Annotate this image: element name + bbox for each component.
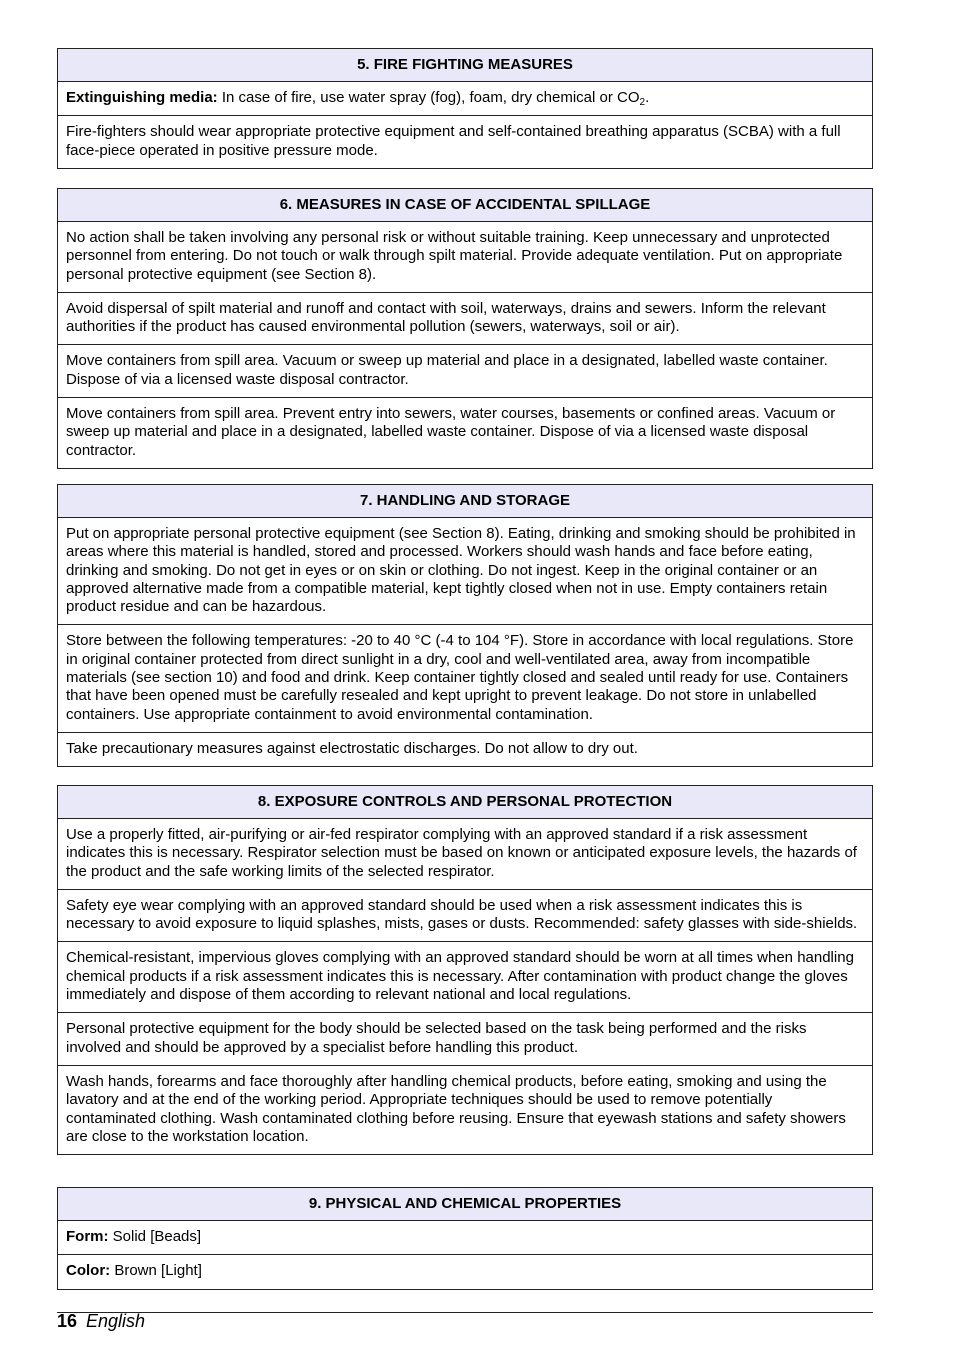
- extinguishing-media-end: .: [645, 89, 650, 106]
- exposure-paragraph-5: Wash hands, forearms and face thoroughly after handling chemical products, before eating, smoking and using the lavatory and at the end of the working period. Appropriate techniques should be used to remove potentially contaminated clothing. Wash contaminated clothing before reusing. Ensure that eyewash stations and safety showers are close to the workstation location.: [58, 1065, 872, 1154]
- color-label: Color:: [66, 1262, 111, 1280]
- extinguishing-media-label: Extinguishing media:: [66, 89, 218, 106]
- spillage-paragraph-4: Move containers from spill area. Prevent entry into sewers, water courses, basements or confined areas. Vacuum or sweep up material and place in a designated, labelled waste container. Dispose of via a licensed waste disposal contractor.: [58, 397, 872, 468]
- extinguishing-media-row: [58, 82, 872, 115]
- co2-subscript: 2: [639, 97, 646, 108]
- section-9-title: 9. PHYSICAL AND CHEMICAL PROPERTIES: [58, 1188, 872, 1221]
- section-7-title: 7. HANDLING AND STORAGE: [58, 485, 872, 518]
- color-value: Brown [Light]: [114, 1262, 202, 1280]
- spillage-paragraph-1: No action shall be taken involving any personal risk or without suitable training. Keep unnecessary and unprotected personnel from entering. Do not touch or walk through spilt material. Provide adequate ventilation. Put on appropriate personal protective equipment (see Section 8).: [66, 229, 843, 283]
- exposure-paragraph-3: Chemical-resistant, impervious gloves complying with an approved standard should be worn at all times when handling chemical products if a risk assessment indicates this is necessary. After contamination with product change the gloves immediately and dispose of them according to relevant national and local regulations.: [58, 941, 872, 1012]
- section-6-title: 6. MEASURES IN CASE OF ACCIDENTAL SPILLAGE: [58, 189, 872, 222]
- exposure-paragraph-2: Safety eye wear complying with an approved standard should be used when a risk assessment indicates this is necessary to avoid exposure to liquid splashes, mists, gases or dusts. Recommended: safety glasses with side-shields.: [58, 889, 872, 942]
- handling-paragraph-1: Put on appropriate personal protective equipment (see Section 8). Eating, drinking and smoking should be prohibited in areas where this material is handled, stored and processed. Workers should wash hands and face before eating, drinking and smoking. Do not get in eyes or on skin or clothing. Do not ingest. Keep in the original container or an approved alternative made from a compatible material, kept tightly closed when not in use. Empty containers retain product residue and can be hazardous.: [66, 525, 856, 616]
- page-language: English: [86, 1311, 146, 1331]
- section-8-exposure-controls: [57, 785, 873, 1155]
- form-row: [58, 1221, 872, 1254]
- exposure-paragraph-1: Use a properly fitted, air-purifying or air-fed respirator complying with an approved standard if a risk assessment indicates this is necessary. Respirator selection must be based on known or anticipated exposure levels, the hazards of the product and the safe working limits of the selected respirator.: [66, 826, 857, 880]
- handling-paragraph-2: Store between the following temperatures: -20 to 40 °C (-4 to 104 °F). Store in accordance with local regulations. Store in original container protected from direct sunlight in a dry, cool and well-ventilated area, away from incompatible materials (see section 10) and food and drink. Keep container tightly closed and sealed until ready for use. Containers that have been opened must be carefully resealed and kept upright to prevent leakage. Do not store in unlabelled containers. Use appropriate containment to avoid environmental contamination.: [58, 624, 872, 731]
- footer-divider: [57, 1312, 873, 1313]
- section-8-title: 8. EXPOSURE CONTROLS AND PERSONAL PROTECTION: [58, 786, 872, 819]
- extinguishing-media-text: In case of fire, use water spray (fog), foam, dry chemical or CO: [221, 89, 640, 106]
- form-label: Form:: [66, 1228, 109, 1245]
- spillage-paragraph-2: Avoid dispersal of spilt material and runoff and contact with soil, waterways, drains and sewers. Inform the relevant authorities if the product has caused environmental pollution (sewers, waterways, soil or air).: [58, 292, 872, 345]
- section-6-accidental-spillage: [57, 188, 873, 469]
- exposure-paragraph-4: Personal protective equipment for the body should be selected based on the task being performed and the risks involved and should be approved by a specialist before handling this product.: [58, 1012, 872, 1065]
- handling-paragraph-3: Take precautionary measures against electrostatic discharges. Do not allow to dry out.: [58, 732, 872, 766]
- page-footer: [57, 1311, 145, 1332]
- fire-fighters-paragraph: Fire-fighters should wear appropriate protective equipment and self-contained breathing apparatus (SCBA) with a full face-piece operated in positive pressure mode.: [58, 115, 872, 168]
- section-9-physical-chemical: [57, 1187, 873, 1290]
- spillage-paragraph-3: Move containers from spill area. Vacuum or sweep up material and place in a designated, labelled waste container. Dispose of via a licensed waste disposal contractor.: [58, 344, 872, 397]
- section-7-handling-storage: [57, 484, 873, 767]
- section-5-title: 5. FIRE FIGHTING MEASURES: [58, 49, 872, 82]
- form-value: Solid [Beads]: [112, 1228, 202, 1245]
- page-number: 16: [57, 1311, 78, 1331]
- section-5-fire-fighting: [57, 48, 873, 169]
- color-row: [58, 1254, 872, 1288]
